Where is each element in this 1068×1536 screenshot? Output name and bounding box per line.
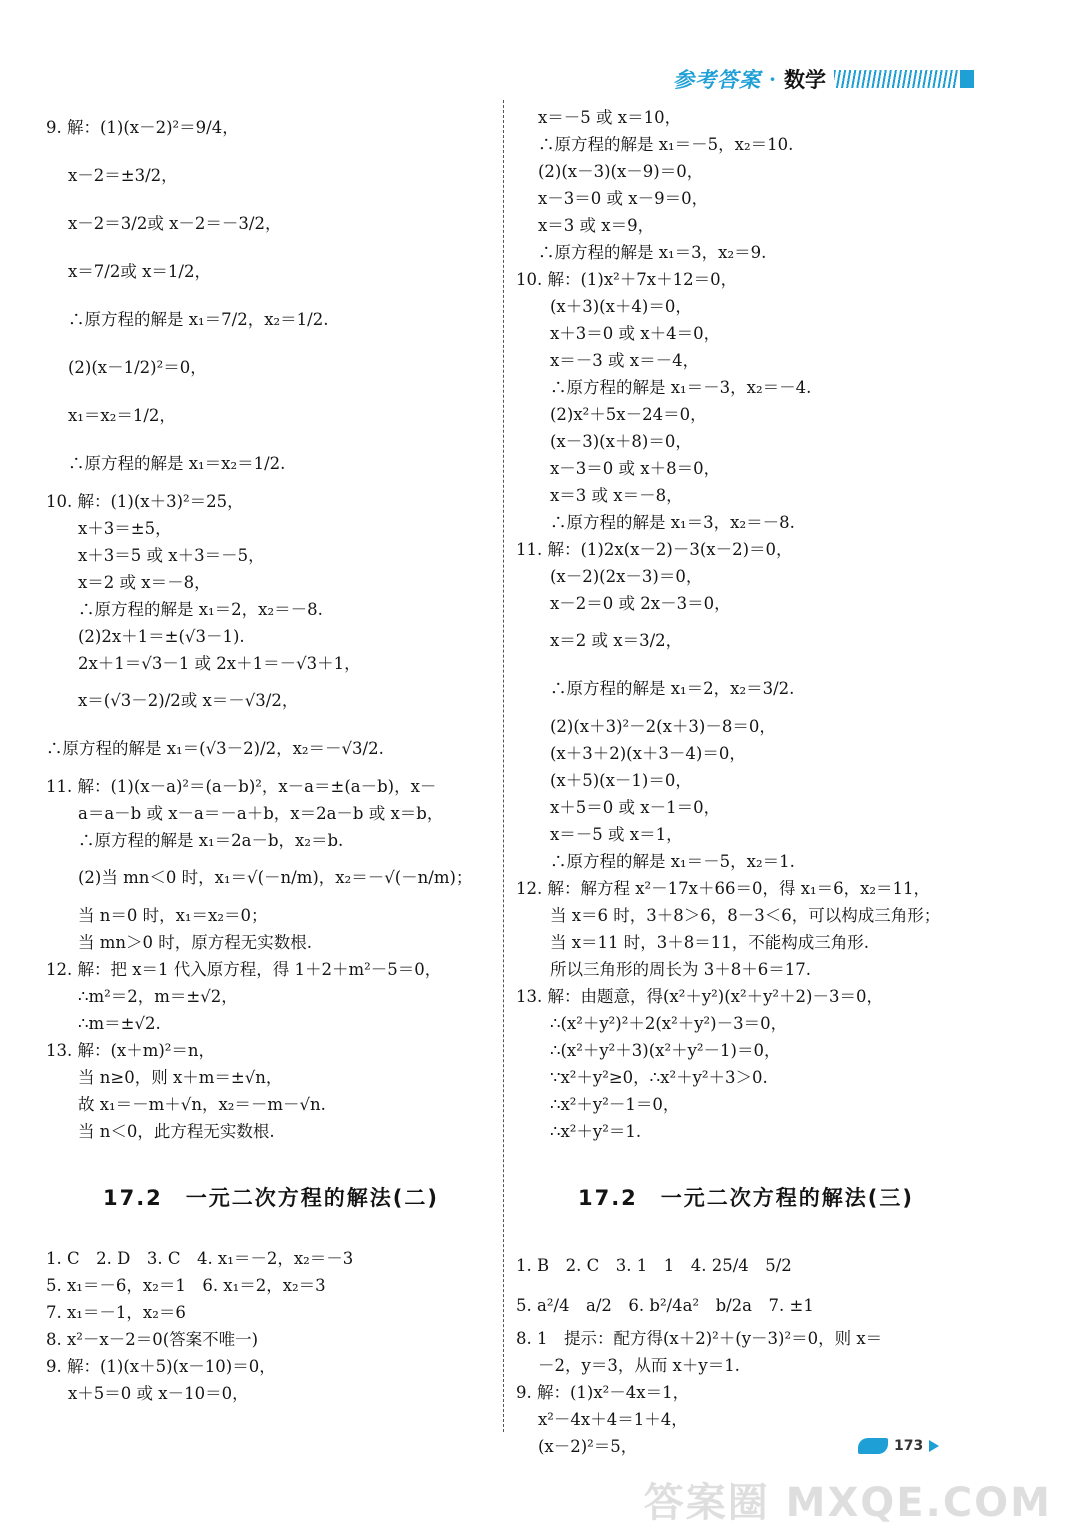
answer-line: 11. 解：(1)(x－a)²＝(a－b)²，x－a＝±(a－b)，x－ [46, 777, 437, 796]
answer-line: 10. 解：(1)(x＋3)²＝25， [46, 492, 244, 511]
left-column [46, 104, 496, 1407]
answer-line: 9. 解：(1)(x＋5)(x－10)＝0， [46, 1357, 276, 1376]
answer-line: 5. a²/4 a/2 6. b²/4a² b/2a 7. ±1 [516, 1295, 814, 1315]
header-block-decoration [960, 70, 974, 88]
answer-line: ∴(x²＋y²)²＋2(x²＋y²)－3＝0， [550, 1014, 788, 1033]
answer-line: 7. x₁＝－1，x₂＝6 [46, 1303, 186, 1322]
answer-line: 当 x＝6 时，3＋8＞6，8－3＜6，可以构成三角形； [550, 906, 941, 925]
answer-line: ∴原方程的解是 x₁＝3，x₂＝9. [538, 243, 767, 262]
answer-line: ∴(x²＋y²＋3)(x²＋y²－1)＝0， [550, 1041, 781, 1060]
answer-line: 8. x²－x－2＝0(答案不唯一) [46, 1330, 259, 1349]
section-title: 17.2 一元二次方程的解法(二) [102, 1186, 439, 1210]
page-number-badge [858, 1438, 939, 1454]
answer-line: ∴原方程的解是 x₁＝2，x₂＝3/2. [550, 679, 795, 698]
answer-line: 9. 解：(1)(x－2)²＝9/4， [46, 118, 239, 137]
answer-line: (2)(x＋3)²－2(x＋3)－8＝0， [550, 717, 776, 736]
page-header [673, 64, 974, 94]
answer-line: (2)(x－1/2)²＝0， [68, 358, 207, 377]
watermark-logo: 答案圈 MXQE.COM [643, 1480, 1052, 1526]
page-number: 173 [894, 1438, 924, 1454]
answer-line: x＋3＝±5， [78, 519, 172, 538]
answer-line: x＝(√3－2)/2或 x＝－√3/2， [78, 691, 299, 710]
answer-line: x－3＝0 或 x＋8＝0， [550, 459, 721, 478]
answer-line: x－3＝0 或 x－9＝0， [538, 189, 709, 208]
answer-line: (x＋3＋2)(x＋3－4)＝0， [550, 744, 746, 763]
answer-line: 13. 解：(x＋m)²＝n， [46, 1041, 216, 1060]
answer-line: 当 mn＞0 时，原方程无实数根. [78, 933, 313, 952]
answer-line: ∴原方程的解是 x₁＝－5，x₂＝10. [538, 135, 794, 154]
answer-line: x－2＝±3/2， [68, 166, 178, 185]
answer-line: ∴m＝±√2. [78, 1014, 161, 1033]
header-stripe-decoration [834, 70, 958, 88]
answer-line: (x－3)(x＋8)＝0， [550, 432, 692, 451]
answer-line: x＋3＝5 或 x＋3＝－5， [78, 546, 265, 565]
answer-line: 12. 解：解方程 x²－17x＋66＝0，得 x₁＝6，x₂＝11， [516, 879, 931, 898]
answer-line: ∴原方程的解是 x₁＝(√3－2)/2，x₂＝－√3/2. [46, 739, 384, 758]
answer-line: ∴原方程的解是 x₁＝2a－b，x₂＝b. [78, 831, 344, 850]
answer-line: x＝－5 或 x＝1， [550, 825, 683, 844]
answer-line: 所以三角形的周长为 3＋8＋6＝17. [550, 960, 811, 979]
answer-line: 1. B 2. C 3. 1 1 4. 25/4 5/2 [516, 1255, 792, 1275]
answer-line: (x－2)(2x－3)＝0， [550, 567, 703, 586]
answer-line: ∴x²＋y²＝1. [550, 1122, 642, 1141]
answer-line: ∴x²＋y²－1＝0， [550, 1095, 680, 1114]
answer-line: x－2＝0 或 2x－3＝0， [550, 594, 731, 613]
answer-line: x＝3 或 x＝9， [538, 216, 655, 235]
answer-line: (x＋3)(x＋4)＝0， [550, 297, 692, 316]
answer-line: 2x＋1＝√3－1 或 2x＋1＝－√3＋1， [78, 654, 361, 673]
answer-line: ∴原方程的解是 x₁＝－5，x₂＝1. [550, 852, 795, 871]
answer-line: x＝－5 或 x＝10， [538, 108, 682, 127]
answer-line: (x＋5)(x－1)＝0， [550, 771, 692, 790]
answer-line: x₁＝x₂＝1/2， [68, 406, 176, 425]
header-separator: · [769, 67, 776, 91]
answer-line: x＝2 或 x＝－8， [78, 573, 211, 592]
page-tab-icon [858, 1438, 888, 1454]
answer-line: (2)(x－3)(x－9)＝0， [538, 162, 704, 181]
column-divider [503, 100, 504, 1432]
answer-line: (2)当 mn＜0 时，x₁＝√(－n/m)，x₂＝－√(－n/m)； [78, 868, 473, 887]
section-title: 17.2 一元二次方程的解法(三) [577, 1186, 914, 1210]
answer-line: ∴m²＝2，m＝±√2， [78, 987, 238, 1006]
subject-label: 数学 [784, 68, 826, 92]
answer-line: 9. 解：(1)x²－4x＝1， [516, 1383, 690, 1402]
answer-line: －2，y＝3，从而 x＋y＝1. [538, 1356, 740, 1375]
answer-line: (2)x²＋5x－24＝0， [550, 405, 707, 424]
answer-line: x＋5＝0 或 x－10＝0， [68, 1384, 249, 1403]
answer-line: ∴原方程的解是 x₁＝3，x₂＝－8. [550, 513, 795, 532]
answer-line: x＋3＝0 或 x＋4＝0， [550, 324, 721, 343]
answer-line: x²－4x＋4＝1＋4， [538, 1410, 688, 1429]
answer-line: 当 x＝11 时，3＋8＝11，不能构成三角形. [550, 933, 870, 952]
answer-line: ∴原方程的解是 x₁＝x₂＝1/2. [68, 454, 286, 473]
answer-line: 1. C 2. D 3. C 4. x₁＝－2，x₂＝－3 [46, 1249, 354, 1268]
answer-line: 当 n＜0，此方程无实数根. [78, 1122, 275, 1141]
answer-line: x＝3 或 x＝－8， [550, 486, 683, 505]
answer-line: 故 x₁＝－m＋√n，x₂＝－m－√n. [78, 1095, 326, 1114]
answer-line: 12. 解：把 x＝1 代入原方程，得 1＋2＋m²－5＝0， [46, 960, 442, 979]
answer-line: 10. 解：(1)x²＋7x＋12＝0， [516, 270, 738, 289]
right-column [516, 104, 976, 1460]
answer-line: 8. 1 提示：配方得(x＋2)²＋(y－3)²＝0，则 x＝ [516, 1329, 883, 1348]
answer-line: x－2＝3/2或 x－2＝－3/2， [68, 214, 282, 233]
answer-line: a＝a－b 或 x－a＝－a＋b，x＝2a－b 或 x＝b， [78, 804, 444, 823]
answer-line: x＝－3 或 x＝－4， [550, 351, 700, 370]
answer-line: x＝2 或 x＝3/2， [550, 631, 683, 650]
answer-key-label: 参考答案 [673, 68, 762, 92]
answer-line: ∵x²＋y²≥0，∴x²＋y²＋3＞0. [550, 1068, 768, 1087]
answer-line: x＝7/2或 x＝1/2， [68, 262, 211, 281]
answer-line: 13. 解：由题意，得(x²＋y²)(x²＋y²＋2)－3＝0， [516, 987, 883, 1006]
answer-line: 当 n＝0 时，x₁＝x₂＝0； [78, 906, 268, 925]
answer-line: x＋5＝0 或 x－1＝0， [550, 798, 721, 817]
arrow-right-icon [929, 1440, 939, 1452]
answer-line: 当 n≥0，则 x＋m＝±√n， [78, 1068, 283, 1087]
answer-line: (2)2x＋1＝±(√3－1). [78, 627, 245, 646]
answer-line: (x－2)²＝5， [538, 1437, 638, 1456]
answer-line: 11. 解：(1)2x(x－2)－3(x－2)＝0， [516, 540, 793, 559]
answer-line: ∴原方程的解是 x₁＝－3，x₂＝－4. [550, 378, 812, 397]
answer-line: ∴原方程的解是 x₁＝7/2，x₂＝1/2. [68, 310, 329, 329]
answer-line: ∴原方程的解是 x₁＝2，x₂＝－8. [78, 600, 323, 619]
answer-line: 5. x₁＝－6，x₂＝1 6. x₁＝2，x₂＝3 [46, 1276, 326, 1295]
